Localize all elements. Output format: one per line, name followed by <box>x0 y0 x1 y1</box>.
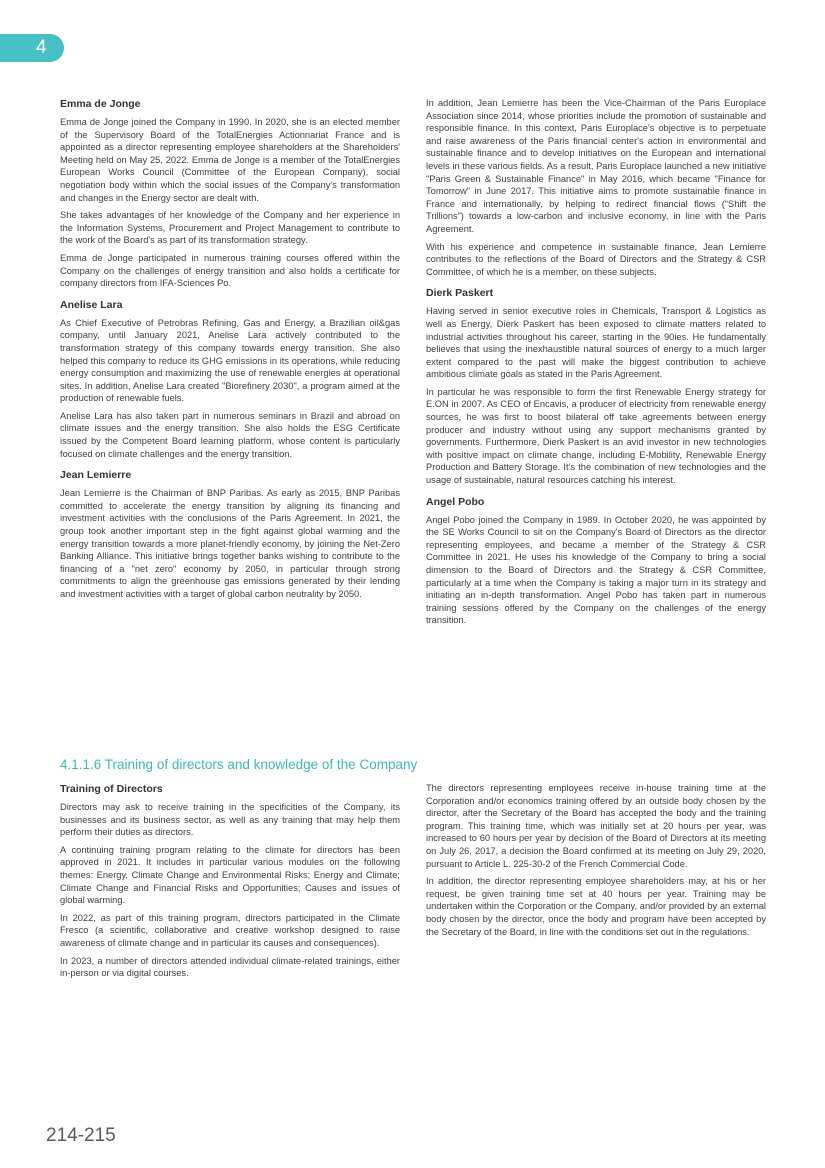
training-paragraph: Directors may ask to receive training in the specificities of the Company, its businesses and its business sector, as well as any training that may help them perform their duties as directors. <box>60 802 400 838</box>
chapter-tab <box>0 34 64 62</box>
profile-name: Emma de Jonge <box>60 98 141 110</box>
profile-paragraph: Emma de Jonge participated in numerous training courses offered within the Company on the challenges of energy transition and also holds a certificate for company directors from IFA-Sciences Po. <box>60 252 400 289</box>
profile-paragraph: Anelise Lara has also taken part in numerous seminars in Brazil and abroad on climate issues and the energy transition. She also holds the ESG Certificate issued by the Competent Board learning platform, whose content is particularly focused on climate challenges and the energy transition. <box>60 410 400 459</box>
profile-paragraph: Having served in senior executive roles in Chemicals, Transport & Logistics as well as Energy, Dierk Paskert has been exposed to climate matters related to industrial activities throughout his career, starting in the 90ies. He fundamentally believes that using the inexhaustible natural sources of energy to a much larger extent compared to the past will make the biggest contribution to achieve ambitious climate goals as stated in the Paris Agreement. <box>426 306 766 380</box>
profile-name: Angel Pobo <box>426 495 485 508</box>
training-paragraph: In addition, the director representing employee shareholders may, at his or her request, be given training time set at 40 hours per year. Training may be undertaken within the Corporation or the Company, and/or provided by an external body chosen by the director, once the body and program have been accepted by the Secretary of the Board, in line with the conditions set out in the regulations. <box>426 876 766 937</box>
training-paragraph: In 2022, as part of this training program, directors participated in the Climate Fresco (a scientific, collaborative and creative workshop designed to raise awareness of climate change and in particular its causes and consequences). <box>60 912 400 948</box>
profile-paragraph: She takes advantages of her knowledge of the Company and her experience in the Information Systems, Procurement and Project Management to contribute to the work of the Board's as part of its transformation strategy. <box>60 210 400 246</box>
profile-name: Dierk Paskert <box>426 287 494 300</box>
left-column-profiles <box>60 95 400 606</box>
right-column-profiles <box>426 97 766 632</box>
training-paragraph: A continuing training program relating to the climate for directors has been approved in 2021. It includes in particular various modules on the following themes: Energy, Climate Change and Environmental Risks; Energy and Climate; Climate Change and Financial Risks and Opportunities; Causes and issues of global warming. <box>60 844 400 906</box>
training-heading: Training of Directors <box>60 783 163 795</box>
training-paragraph: In 2023, a number of directors attended individual climate-related trainings, either in-person or via digital courses. <box>60 955 400 979</box>
profile-paragraph: As Chief Executive of Petrobras Refining, Gas and Energy, a Brazilian oil&gas company, until January 2021, Anelise Lara actively contributed to the transformation strategy of this company towards energy transition. She also helped this company to reduce its GHG emissions in its operations, while reducing energy consumption and maximizing the use of renewable energies at operational sites. In addition, Anelise Lara created "Biorefinery 2030", a program aimed at the production of renewable fuels. <box>60 317 400 404</box>
profile-name: Jean Lemierre <box>60 469 132 482</box>
chapter-number: 4 <box>36 37 47 58</box>
profile-paragraph: Jean Lemierre is the Chairman of BNP Paribas. As early as 2015, BNP Paribas committed to accelerate the energy transition by aligning its financing and investment activities with the conclusions of the Paris Agreement. In 2021, the group took another important step in the fight against global warming and the energy transition towards a more planet-friendly economy, by joining the Net-Zero Banking Alliance. This initiative brings together banks wishing to contribute to the financing of a "net zero" economy by 2050, in particular through strong commitments to align the greenhouse gas emissions generated by their lending and investment activities with a target of global carbon neutrality by 2050. <box>60 488 400 599</box>
profile-name: Anelise Lara <box>60 298 123 311</box>
profile-paragraph: Emma de Jonge joined the Company in 1990. In 2020, she is an elected member of the Supervisory Board of the TotalEnergies Actionnariat France and is appointed as a director representing employee shareholders at the Shareholders' Meeting held on May 25, 2022. Emma de Jonge is a member of the TotalEnergies European Works Council (Committee of the European Company), social negotiation body within which the social issues of the Company's transformation and changes in the Energy sector are dealt with. <box>60 117 400 203</box>
section-title: 4.1.1.6 Training of directors and knowledge of the Company <box>60 757 418 772</box>
profile-emma-de-jonge <box>60 95 400 290</box>
profile-paragraph: In particular he was responsible to form the first Renewable Energy strategy for E.ON in 2007. As CEO of Encavis, a producer of electricity from renewable energy sources, he was first to boost bilateral off take agreements between energy producer and industry without using any support mechanisms granted by governments. Furthermore, Dierk Paskert is an avid investor in new technologies with positive impact on climate change, including E-Mobility, Renewable Energy Production and Battery Storage. It's the combination of new technologies and the usage of sustainable, natural resources catching his interest. <box>426 386 766 486</box>
training-paragraph: The directors representing employees receive in-house training time at the Corporation and/or economics training offered by an outside body chosen by the director, after the Secretary of the Board has accepted the body and the training program. This training time, which was initially set at 20 hours per year, was increased to 60 hours per year by decision of the Board of Directors at its meeting on July 26, 2017, a decision the Board confirmed at its meeting on July 29, 2020, pursuant to Article L. 225-30-2 of the French Commercial Code. <box>426 783 766 869</box>
training-right-column <box>426 782 766 943</box>
profile-anelise-lara <box>60 296 400 461</box>
profile-jean-lemierre <box>60 466 400 600</box>
profile-paragraph: In addition, Jean Lemierre has been the Vice-Chairman of the Paris Europlace Association since 2014, whose priorities include the promotion of sustainable and responsible finance. In this context, Paris Europlace's objective is to perpetuate and raise awareness of the Paris financial center's action in environmental and sustainable finance and to develop initiatives on the European and international levels in these various fields. As a result, Paris Europlace launched a new initiative "Paris Green & Sustainable Finance" in May 2016, which became "Finance for Tomorrow" in June 2017. This initiative aims to promote sustainable finance in France and internationally, by helping to redirect financial flows (“Shift the Trillions”) towards a low-carbon and inclusive economy, in line with the Paris Agreement. <box>426 98 766 234</box>
profile-paragraph: Angel Pobo joined the Company in 1989. In October 2020, he was appointed by the SE Works Council to sit on the Company's Board of Directors as the director representing employees, and became a member of the Strategy & CSR Committee in 2021. He uses his knowledge of the Company to bring a social dimension to the Board of Directors and the Strategy & CSR Committee, particularly at a time when the Company is taking a major turn in its strategy and initiating an in-depth transformation. Angel Pobo has taken part in numerous training sessions offered by the Company on the challenges of the energy transition. <box>426 514 766 626</box>
profile-dierk-paskert <box>426 284 766 486</box>
profile-paragraph: With his experience and competence in sustainable finance, Jean Lemierre contributes to the reflections of the Board of Directors and the Strategy & CSR Committee, of which he is a member, on these subjects. <box>426 241 766 277</box>
training-left-column <box>60 780 400 985</box>
profile-angel-pobo <box>426 493 766 627</box>
page-number: 214-215 <box>46 1125 116 1146</box>
